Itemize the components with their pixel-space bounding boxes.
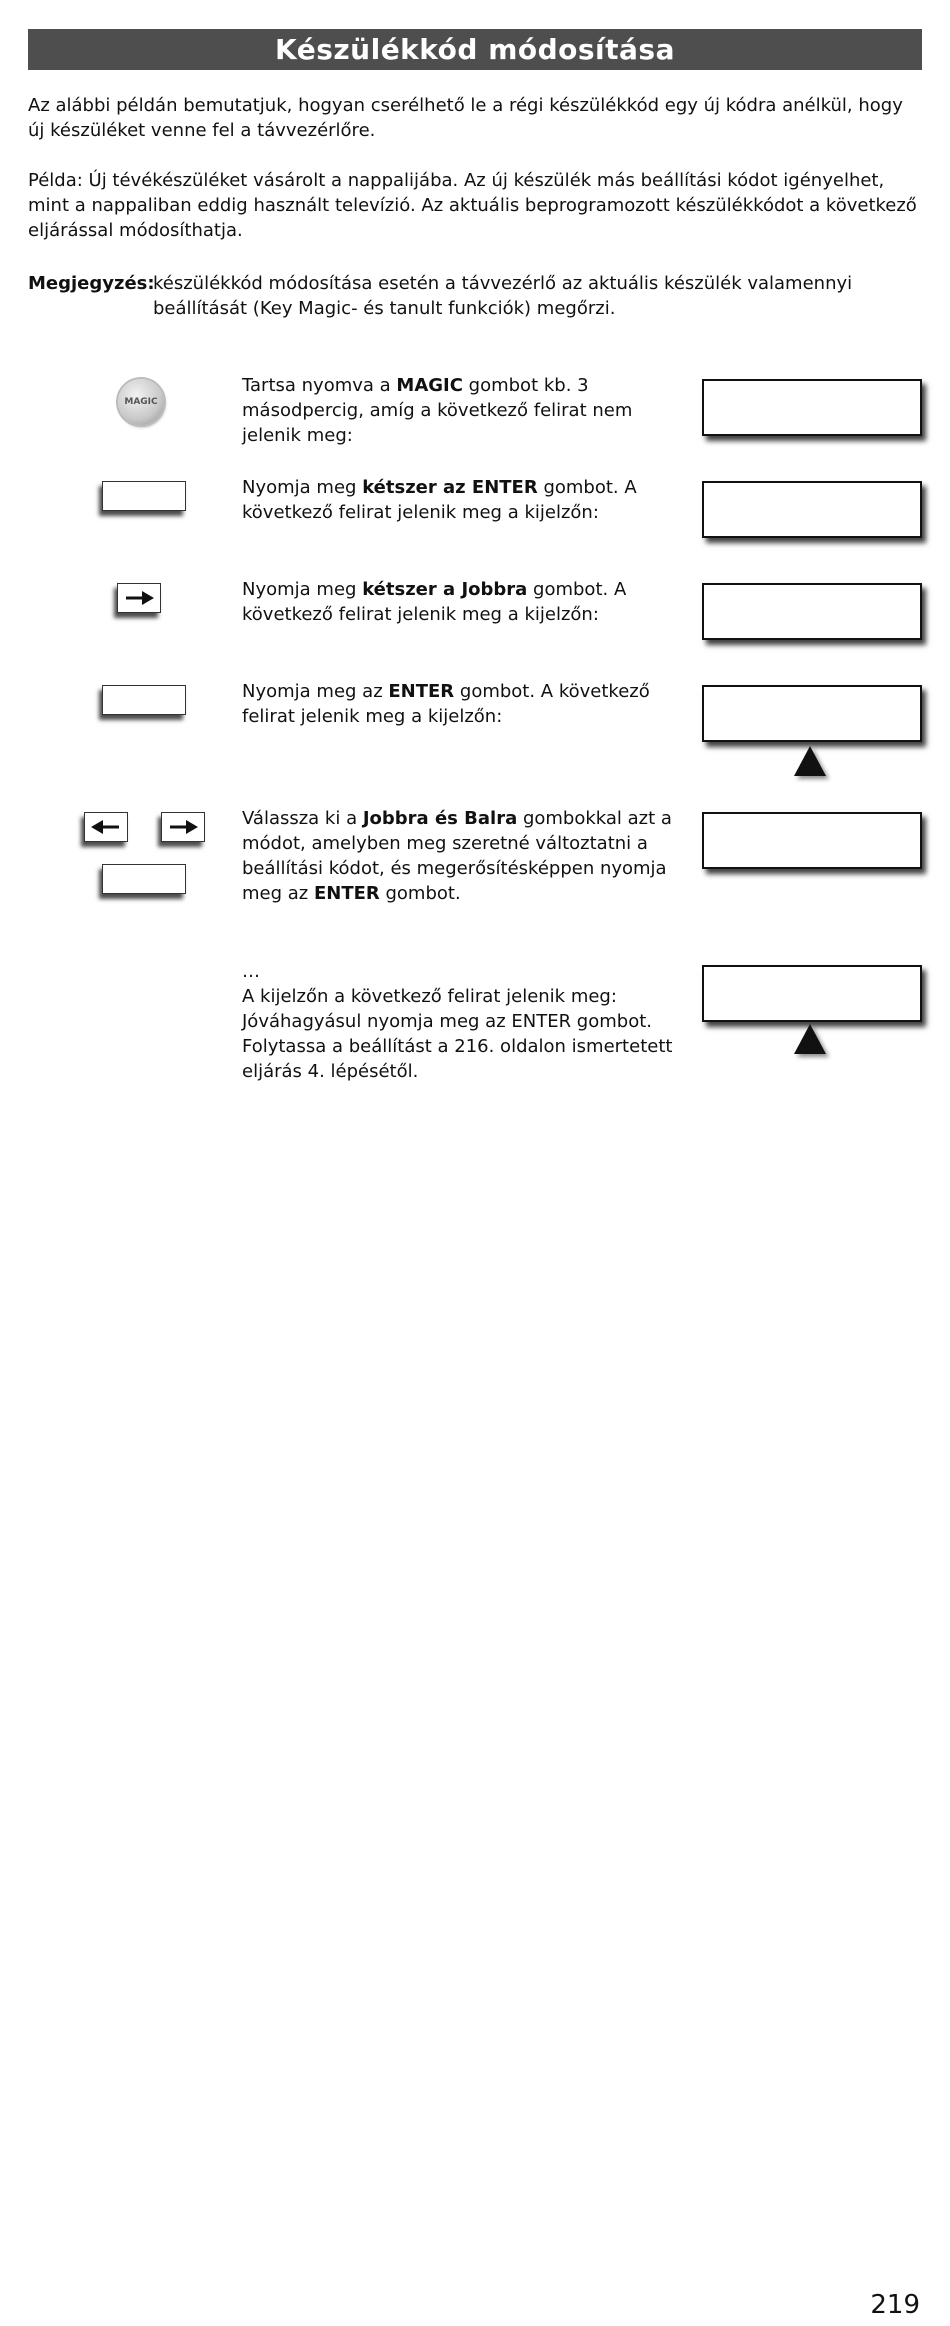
left-arrow-key-icon <box>84 812 128 842</box>
enter-key-icon <box>102 481 186 511</box>
lcd-display-5 <box>702 812 922 869</box>
lcd-display-6 <box>702 965 922 1022</box>
step-1-text: Tartsa nyomva a MAGIC gombot kb. 3 másodpercig, amíg a következő felirat nem jelenik meg: <box>242 375 633 446</box>
left-arrow-icon <box>85 813 127 841</box>
magic-button-label: MAGIC <box>124 397 158 407</box>
step-2-text: Nyomja meg kétszer az ENTER gombot. A következő felirat jelenik meg a kijelzőn: <box>242 477 637 523</box>
page-title: Készülékkód módosítása <box>28 29 922 70</box>
triangle-up-icon <box>794 1024 826 1054</box>
lcd-display-3 <box>702 583 922 640</box>
note-text: készülékkód módosítása esetén a távvezérlő az aktuális készülék valamennyi beállítását (Key Magic- és tanult funkciók) megőrzi. <box>153 273 853 319</box>
note-label: Megjegyzés: <box>28 273 155 294</box>
step-3-text: Nyomja meg kétszer a Jobbra gombot. A következő felirat jelenik meg a kijelzőn: <box>242 579 627 625</box>
right-arrow-icon <box>162 813 204 841</box>
intro-paragraph: Az alábbi példán bemutatjuk, hogyan cserélhető le a régi készülékkód egy új kódra anélkül, hogy új készüléket venne fel a távvezérlőre. <box>28 95 903 141</box>
enter-key-icon <box>102 864 186 894</box>
step-6-text: … A kijelzőn a következő felirat jelenik meg: Jóváhagyásul nyomja meg az ENTER gombot. Folytassa a beállítást a 216. oldalon ismertetett eljárás 4. lépésétől. <box>242 961 673 1082</box>
page-number: 219 <box>870 2290 920 2320</box>
right-arrow-icon <box>118 584 160 612</box>
example-paragraph: Példa: Új tévékészüléket vásárolt a nappalijába. Az új készülék más beállítási kódot igényelhet, mint a nappaliban eddig használt televízió. Az aktuális beprogramozott készülékkódot a következő eljárással módosíthatja. <box>28 170 917 241</box>
lcd-display-2 <box>702 481 922 538</box>
right-arrow-key-icon <box>117 583 161 613</box>
right-arrow-key-icon <box>161 812 205 842</box>
step-4-text: Nyomja meg az ENTER gombot. A következő felirat jelenik meg a kijelzőn: <box>242 681 650 727</box>
triangle-up-icon <box>794 746 826 776</box>
lcd-display-1 <box>702 379 922 436</box>
step-5-text: Válassza ki a Jobbra és Balra gombokkal azt a módot, amelyben meg szeretné változtatni a beállítási kódot, és megerősítésképpen nyomja meg az ENTER gombot. <box>242 808 672 904</box>
lcd-display-4 <box>702 685 922 742</box>
magic-button-icon <box>118 379 164 425</box>
enter-key-icon <box>102 685 186 715</box>
